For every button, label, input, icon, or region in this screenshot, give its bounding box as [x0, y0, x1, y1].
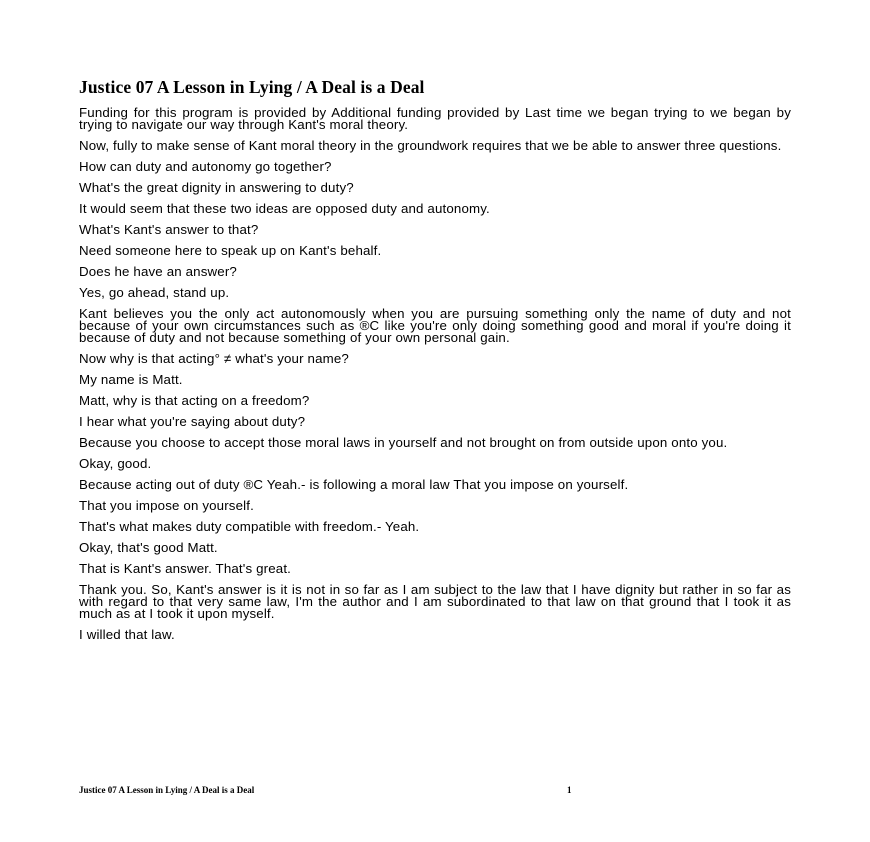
- paragraph: Now why is that acting° ≠ what's your name?: [79, 351, 349, 366]
- paragraph: Okay, good.: [79, 456, 152, 471]
- paragraph: Because you choose to accept those moral laws in yourself and not brought on from outside upon onto you.: [79, 435, 728, 450]
- paragraph: Funding for this program is provided by Additional funding provided by Last time we began trying to we began by trying to navigate our way through Kant's moral theory.: [79, 105, 791, 132]
- paragraph: Okay, that's good Matt.: [79, 540, 218, 555]
- paragraph: I willed that law.: [79, 627, 175, 642]
- footer-title: Justice 07 A Lesson in Lying / A Deal is a Deal: [79, 785, 255, 795]
- paragraph: That's what makes duty compatible with freedom.- Yeah.: [79, 519, 420, 534]
- paragraph: Matt, why is that acting on a freedom?: [79, 393, 310, 408]
- document-body: [79, 107, 791, 650]
- paragraph: Yes, go ahead, stand up.: [79, 285, 230, 300]
- paragraph: Kant believes you the only act autonomously when you are pursuing something only the name of duty and not because of your own circumstances such as ®C like you're only doing something good and moral if you're doing it because of duty and not because something of your own personal gain.: [79, 306, 791, 345]
- paragraph: That is Kant's answer. That's great.: [79, 561, 292, 576]
- paragraph: Thank you. So, Kant's answer is it is not in so far as I am subject to the law that I have dignity but rather in so far as with regard to that very same law, I'm the author and I am subordinated to that law on that ground that I took it as much as at I took it upon myself.: [79, 582, 791, 621]
- page-footer: [79, 784, 599, 798]
- paragraph: Because acting out of duty ®C Yeah.- is following a moral law That you impose on yourself.: [79, 477, 629, 492]
- paragraph: That you impose on yourself.: [79, 498, 254, 513]
- paragraph: What's the great dignity in answering to duty?: [79, 180, 354, 195]
- paragraph: It would seem that these two ideas are opposed duty and autonomy.: [79, 201, 490, 216]
- paragraph: I hear what you're saying about duty?: [79, 414, 306, 429]
- paragraph: What's Kant's answer to that?: [79, 222, 259, 237]
- paragraph: Need someone here to speak up on Kant's behalf.: [79, 243, 382, 258]
- paragraph: Now, fully to make sense of Kant moral theory in the groundwork requires that we be able to answer three questions.: [79, 138, 782, 153]
- page-number: 1: [567, 785, 572, 795]
- paragraph: How can duty and autonomy go together?: [79, 159, 332, 174]
- paragraph: My name is Matt.: [79, 372, 183, 387]
- document-title: Justice 07 A Lesson in Lying / A Deal is a Deal: [79, 77, 425, 97]
- paragraph: Does he have an answer?: [79, 264, 237, 279]
